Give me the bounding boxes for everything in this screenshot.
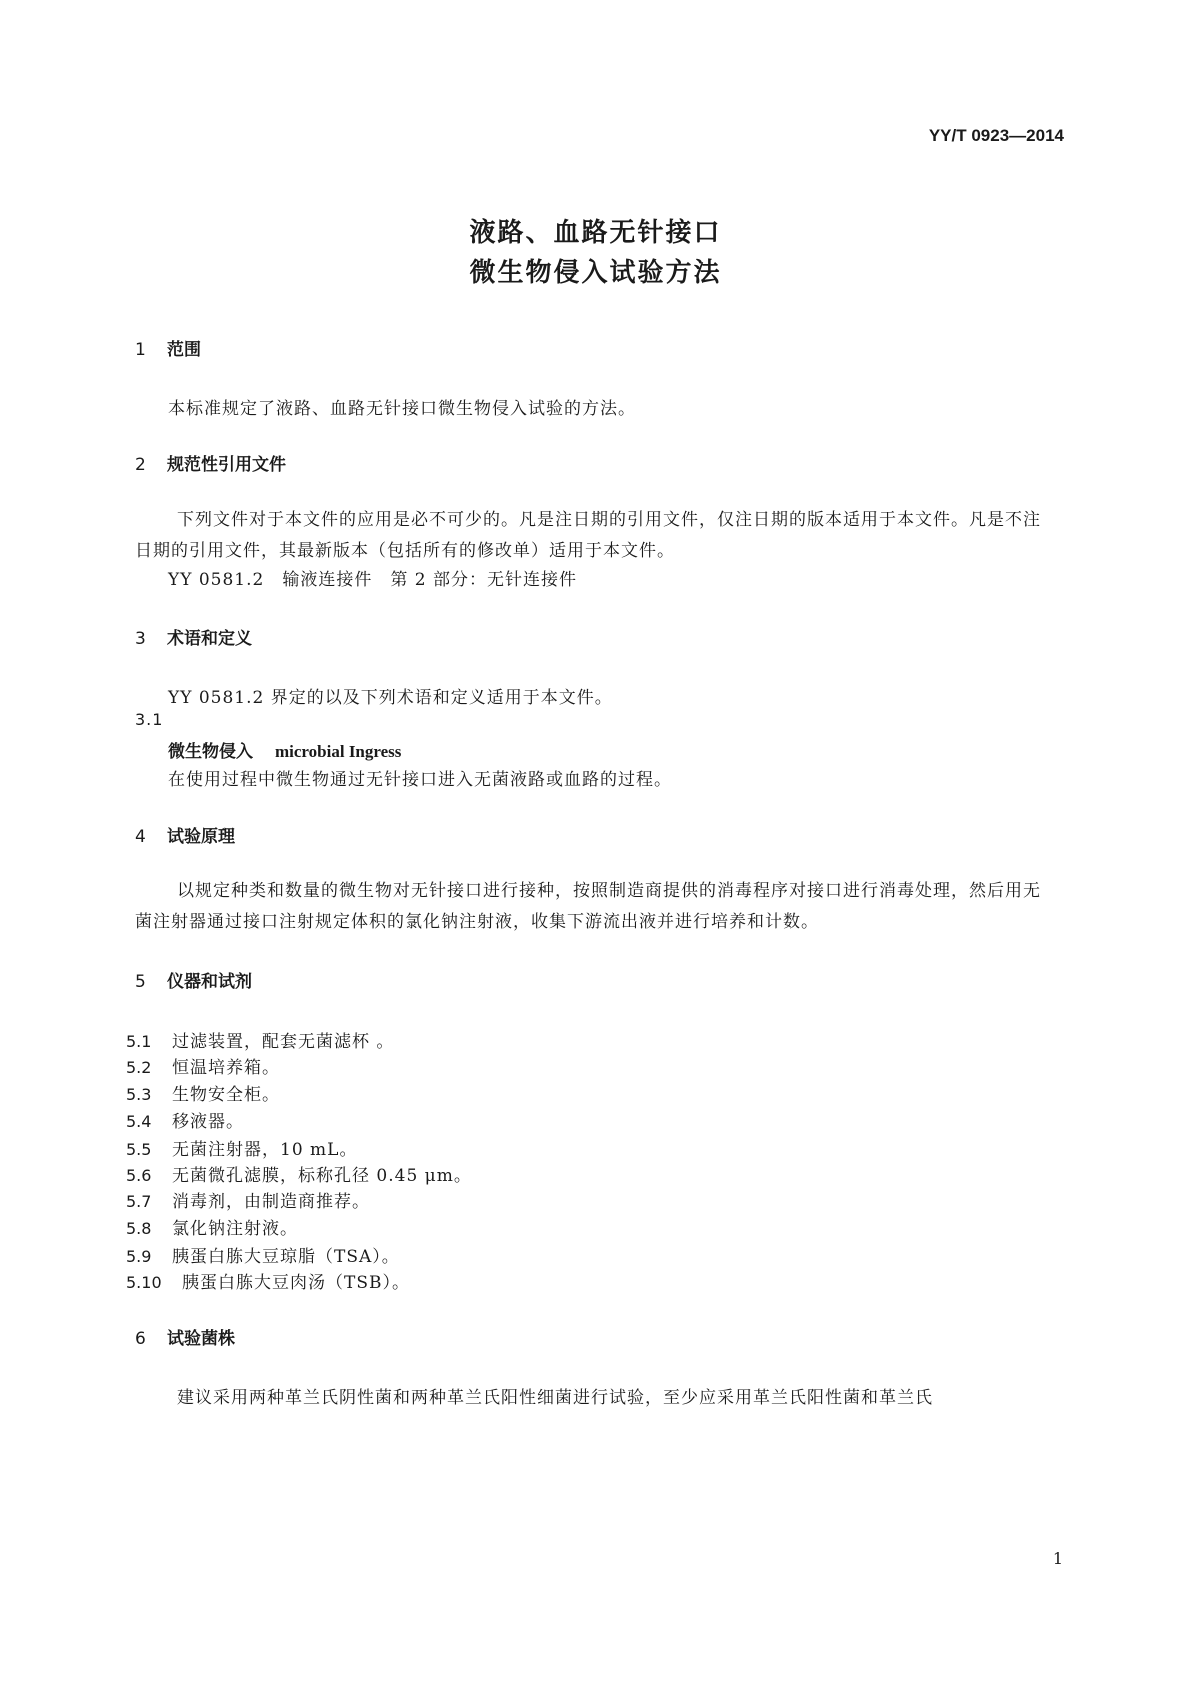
list-item-number: 5.9 [126,1247,152,1266]
section-2-heading [135,450,286,475]
list-item [126,1135,357,1160]
list-item-number: 5.4 [126,1112,152,1131]
section-title: 试验原理 [167,827,235,847]
list-item-number: 5.1 [126,1032,152,1051]
list-item-text: 氯化钠注射液。 [172,1219,298,1239]
document-title-line2: 微生物侵入试验方法 [469,258,722,288]
list-item-number: 5.10 [126,1273,162,1292]
section-number: 4 [135,827,146,847]
list-item [126,1027,394,1052]
list-item-text: 无菌注射器，10 mL。 [172,1140,358,1160]
list-item-number: 5.8 [126,1219,152,1238]
section-title: 仪器和试剂 [167,972,252,992]
term-definition: 在使用过程中微生物通过无针接口进入无菌液路或血路的过程。 [168,770,672,790]
list-item [126,1107,244,1132]
section-title: 试验菌株 [167,1329,235,1349]
list-item [126,1242,400,1267]
list-item [126,1161,472,1186]
list-item-text: 消毒剂，由制造商推荐。 [172,1192,370,1212]
term-entry [168,737,401,762]
section-number: 3 [135,629,146,649]
section-2-text: 下列文件对于本文件的应用是必不可少的。凡是注日期的引用文件，仅注日期的版本适用于本文件。凡是不注日期的引用文件，其最新版本（包括所有的修改单）适用于本文件。 [135,510,1041,561]
section-1-text: 本标准规定了液路、血路无针接口微生物侵入试验的方法。 [168,399,636,419]
list-item-number: 5.2 [126,1058,152,1077]
list-item-text: 移液器。 [172,1112,244,1132]
section-6-heading [135,1324,235,1349]
list-item-text: 过滤装置，配套无菌滤杯 。 [172,1032,395,1052]
page-number: 1 [1052,1549,1063,1568]
section-number: 6 [135,1329,146,1349]
list-item [126,1080,280,1105]
term-english: microbial Ingress [275,742,402,761]
list-item-text: 胰蛋白胨大豆琼脂（TSA）。 [172,1247,400,1267]
document-title-line1: 液路、血路无针接口 [469,218,722,248]
section-number: 1 [135,340,146,360]
list-item-number: 5.6 [126,1166,152,1185]
section-title: 术语和定义 [167,629,252,649]
list-item-text: 无菌微孔滤膜，标称孔径 0.45 μm。 [172,1166,472,1186]
section-1-heading [135,335,201,360]
section-title: 范围 [167,340,201,360]
section-title: 规范性引用文件 [167,455,286,475]
list-item [126,1053,280,1078]
section-5-heading [135,967,252,992]
section-6-text: 建议采用两种革兰氏阴性菌和两种革兰氏阳性细菌进行试验，至少应采用革兰氏阳性菌和革兰氏 [177,1388,933,1408]
list-item-number: 5.5 [126,1140,152,1159]
list-item-text: 恒温培养箱。 [172,1058,280,1078]
term-chinese: 微生物侵入 [168,742,253,762]
section-number: 5 [135,972,146,992]
standard-code: YY/T 0923—2014 [928,126,1064,145]
list-item-number: 5.3 [126,1085,152,1104]
list-item-text: 胰蛋白胨大豆肉汤（TSB）。 [182,1273,410,1293]
list-item-number: 5.7 [126,1192,152,1211]
normative-reference: YY 0581.2 输液连接件 第 2 部分：无针连接件 [168,570,577,590]
subclause-number: 3.1 [135,710,164,729]
section-4-heading [135,822,235,847]
list-item-text: 生物安全柜。 [172,1085,280,1105]
section-3-text: YY 0581.2 界定的以及下列术语和定义适用于本文件。 [168,688,613,708]
list-item [126,1187,370,1212]
list-item [126,1268,410,1293]
section-number: 2 [135,455,146,475]
section-4-text: 以规定种类和数量的微生物对无针接口进行接种，按照制造商提供的消毒程序对接口进行消毒处理，然后用无菌注射器通过接口注射规定体积的氯化钠注射液，收集下游流出液并进行培养和计数。 [135,881,1041,932]
section-3-heading [135,624,252,649]
list-item [126,1214,298,1239]
